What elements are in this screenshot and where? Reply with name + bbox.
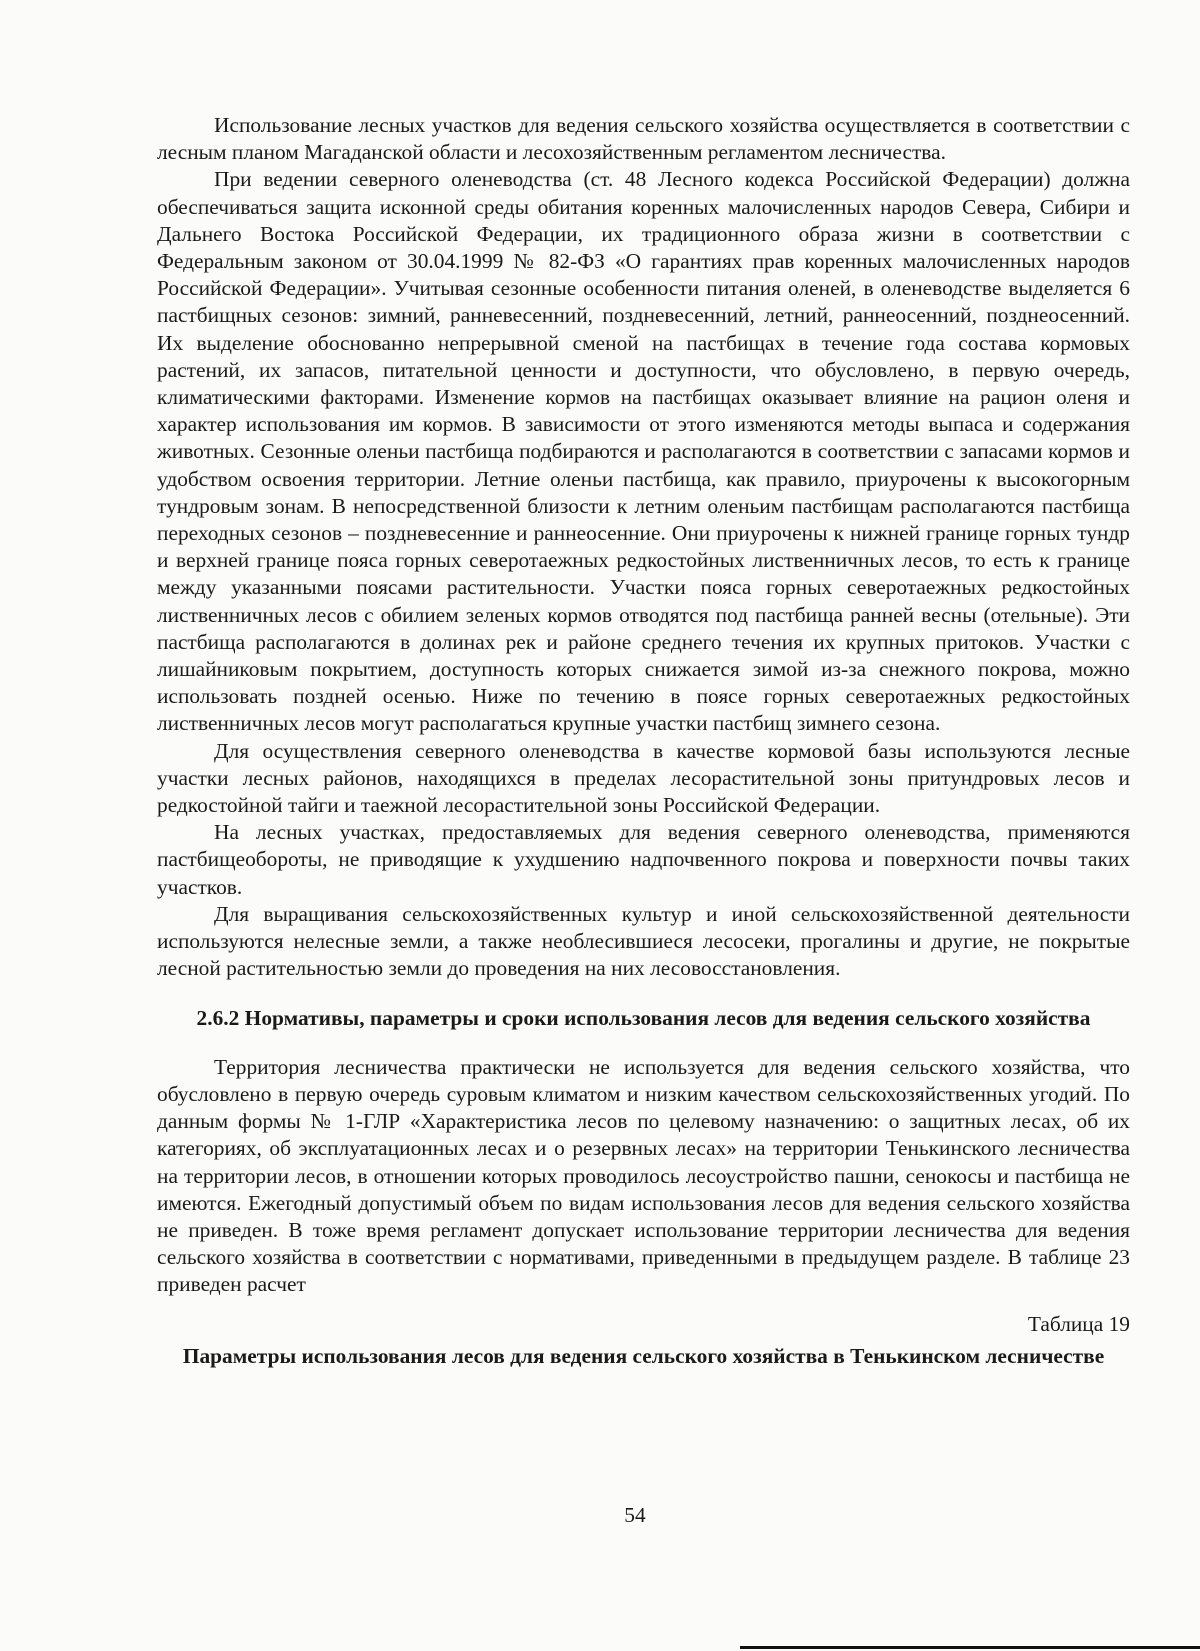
paragraph-forest-plan: Использование лесных участков для ведения сельского хозяйства осуществляется в соответствии с лесным планом Магаданской области и лесохозяйственным регламентом лесничества.: [157, 113, 1130, 165]
page-body: [157, 112, 1130, 1370]
section-heading: 2.6.2 Нормативы, параметры и сроки использования лесов для ведения сельского хозяйства: [196, 1005, 1091, 1030]
scan-edge-line: [740, 1646, 1200, 1649]
table-title: Параметры использования лесов для ведения сельского хозяйства в Тенькинском лесничестве: [182, 1343, 1105, 1368]
page-number: 54: [624, 1503, 646, 1527]
paragraph-pasture-rotation: На лесных участках, предоставляемых для ведения северного оленеводства, применяются пастбищеобороты, не приводящие к ухудшению надпочвенного покрова и поверхности почвы таких участков.: [157, 820, 1130, 899]
paragraph-forage-base: Для осуществления северного оленеводства в качестве кормовой базы используются лесные участки лесных районов, находящихся в пределах лесорастительной зоны притундровых лесов и редкостойной тайги и таежной лесорастительной зоны Российской Федерации.: [157, 738, 1130, 818]
paragraph-reindeer-herding: При ведении северного оленеводства (ст. 48 Лесного кодекса Российской Федерации) должна обеспечиваться защита исконной среды обитания коренных малочисленных народов Севера, Сибири и Дальнего Востока Российской Федерации, их традиционного образа жизни в соответствии с Федеральным законом от 30.04.1999 № 82-ФЗ «О гарантиях прав коренных малочисленных народов Российской Федерации». Учитывая сезонные особенности питания оленей, в оленеводстве выделяется 6 пастбищных сезонов: зимний, ранневесенний, поздневесенний, летний, раннеосенний, позднеосенний. Их выделение обоснованно непрерывной сменой на пастбищах в течение года состава кормовых растений, их запасов, питательной ценности и доступности, что обусловлено, в первую очередь, климатическими факторами. Изменение кормов на пастбищах оказывает влияние на рацион оленя и характер использования им кормов. В зависимости от этого изменяются методы выпаса и содержания животных. Сезонные оленьи пастбища подбираются и располагаются в соответствии с запасами кормов и удобством освоения территории. Летние оленьи пастбища, как правило, приурочены к высокогорным тундровым зонам. В непосредственной близости к летним оленьим пастбищам располагаются пастбища переходных сезонов – поздневесенние и раннеосенние. Они приурочены к нижней границе горных тундр и верхней границе пояса горных северотаежных редкостойных лиственничных лесов, то есть к границе между указанными поясами растительности. Участки пояса горных северотаежных редкостойных лиственничных лесов с обилием зеленых кормов отводятся под пастбища ранней весны (отельные). Эти пастбища располагаются в долинах рек и районе среднего течения их крупных притоков. Участки с лишайниковым покрытием, доступность которых снижается зимой из-за снежного покрова, можно использовать поздней осенью. Ниже по течению в поясе горных северотаежных редкостойных лиственничных лесов могут располагаться крупные участки пастбищ зимнего сезона.: [157, 167, 1130, 736]
paragraph-crop-cultivation: Для выращивания сельскохозяйственных культур и иной сельскохозяйственной деятельности используются нелесные земли, а также необлесившиеся лесосеки, прогалины и другие, не покрытые лесной растительностью земли до проведения на них лесовосстановления.: [157, 901, 1130, 981]
table-label: Таблица 19: [1027, 1311, 1130, 1336]
paragraph-agriculture-use: Территория лесничества практически не используется для ведения сельского хозяйства, что обусловлено в первую очередь суровым климатом и низким качеством сельскохозяйственных угодий. По данным формы № 1-ГЛР «Характеристика лесов по целевому назначению: о защитных лесах, об их категориях, об эксплуатационных лесах и о резервных лесах» на территории Тенькинского лесничества на территории лесов, в отношении которых проводилось лесоустройство пашни, сенокосы и пастбища не имеются. Ежегодный допустимый объем по видам использования лесов для ведения сельского хозяйства не приведен. В тоже время регламент допускает использование территории лесничества для ведения сельского хозяйства в соответствии с нормативами, приведенными в предыдущем разделе. В таблице 23 приведен расчет: [157, 1054, 1130, 1297]
